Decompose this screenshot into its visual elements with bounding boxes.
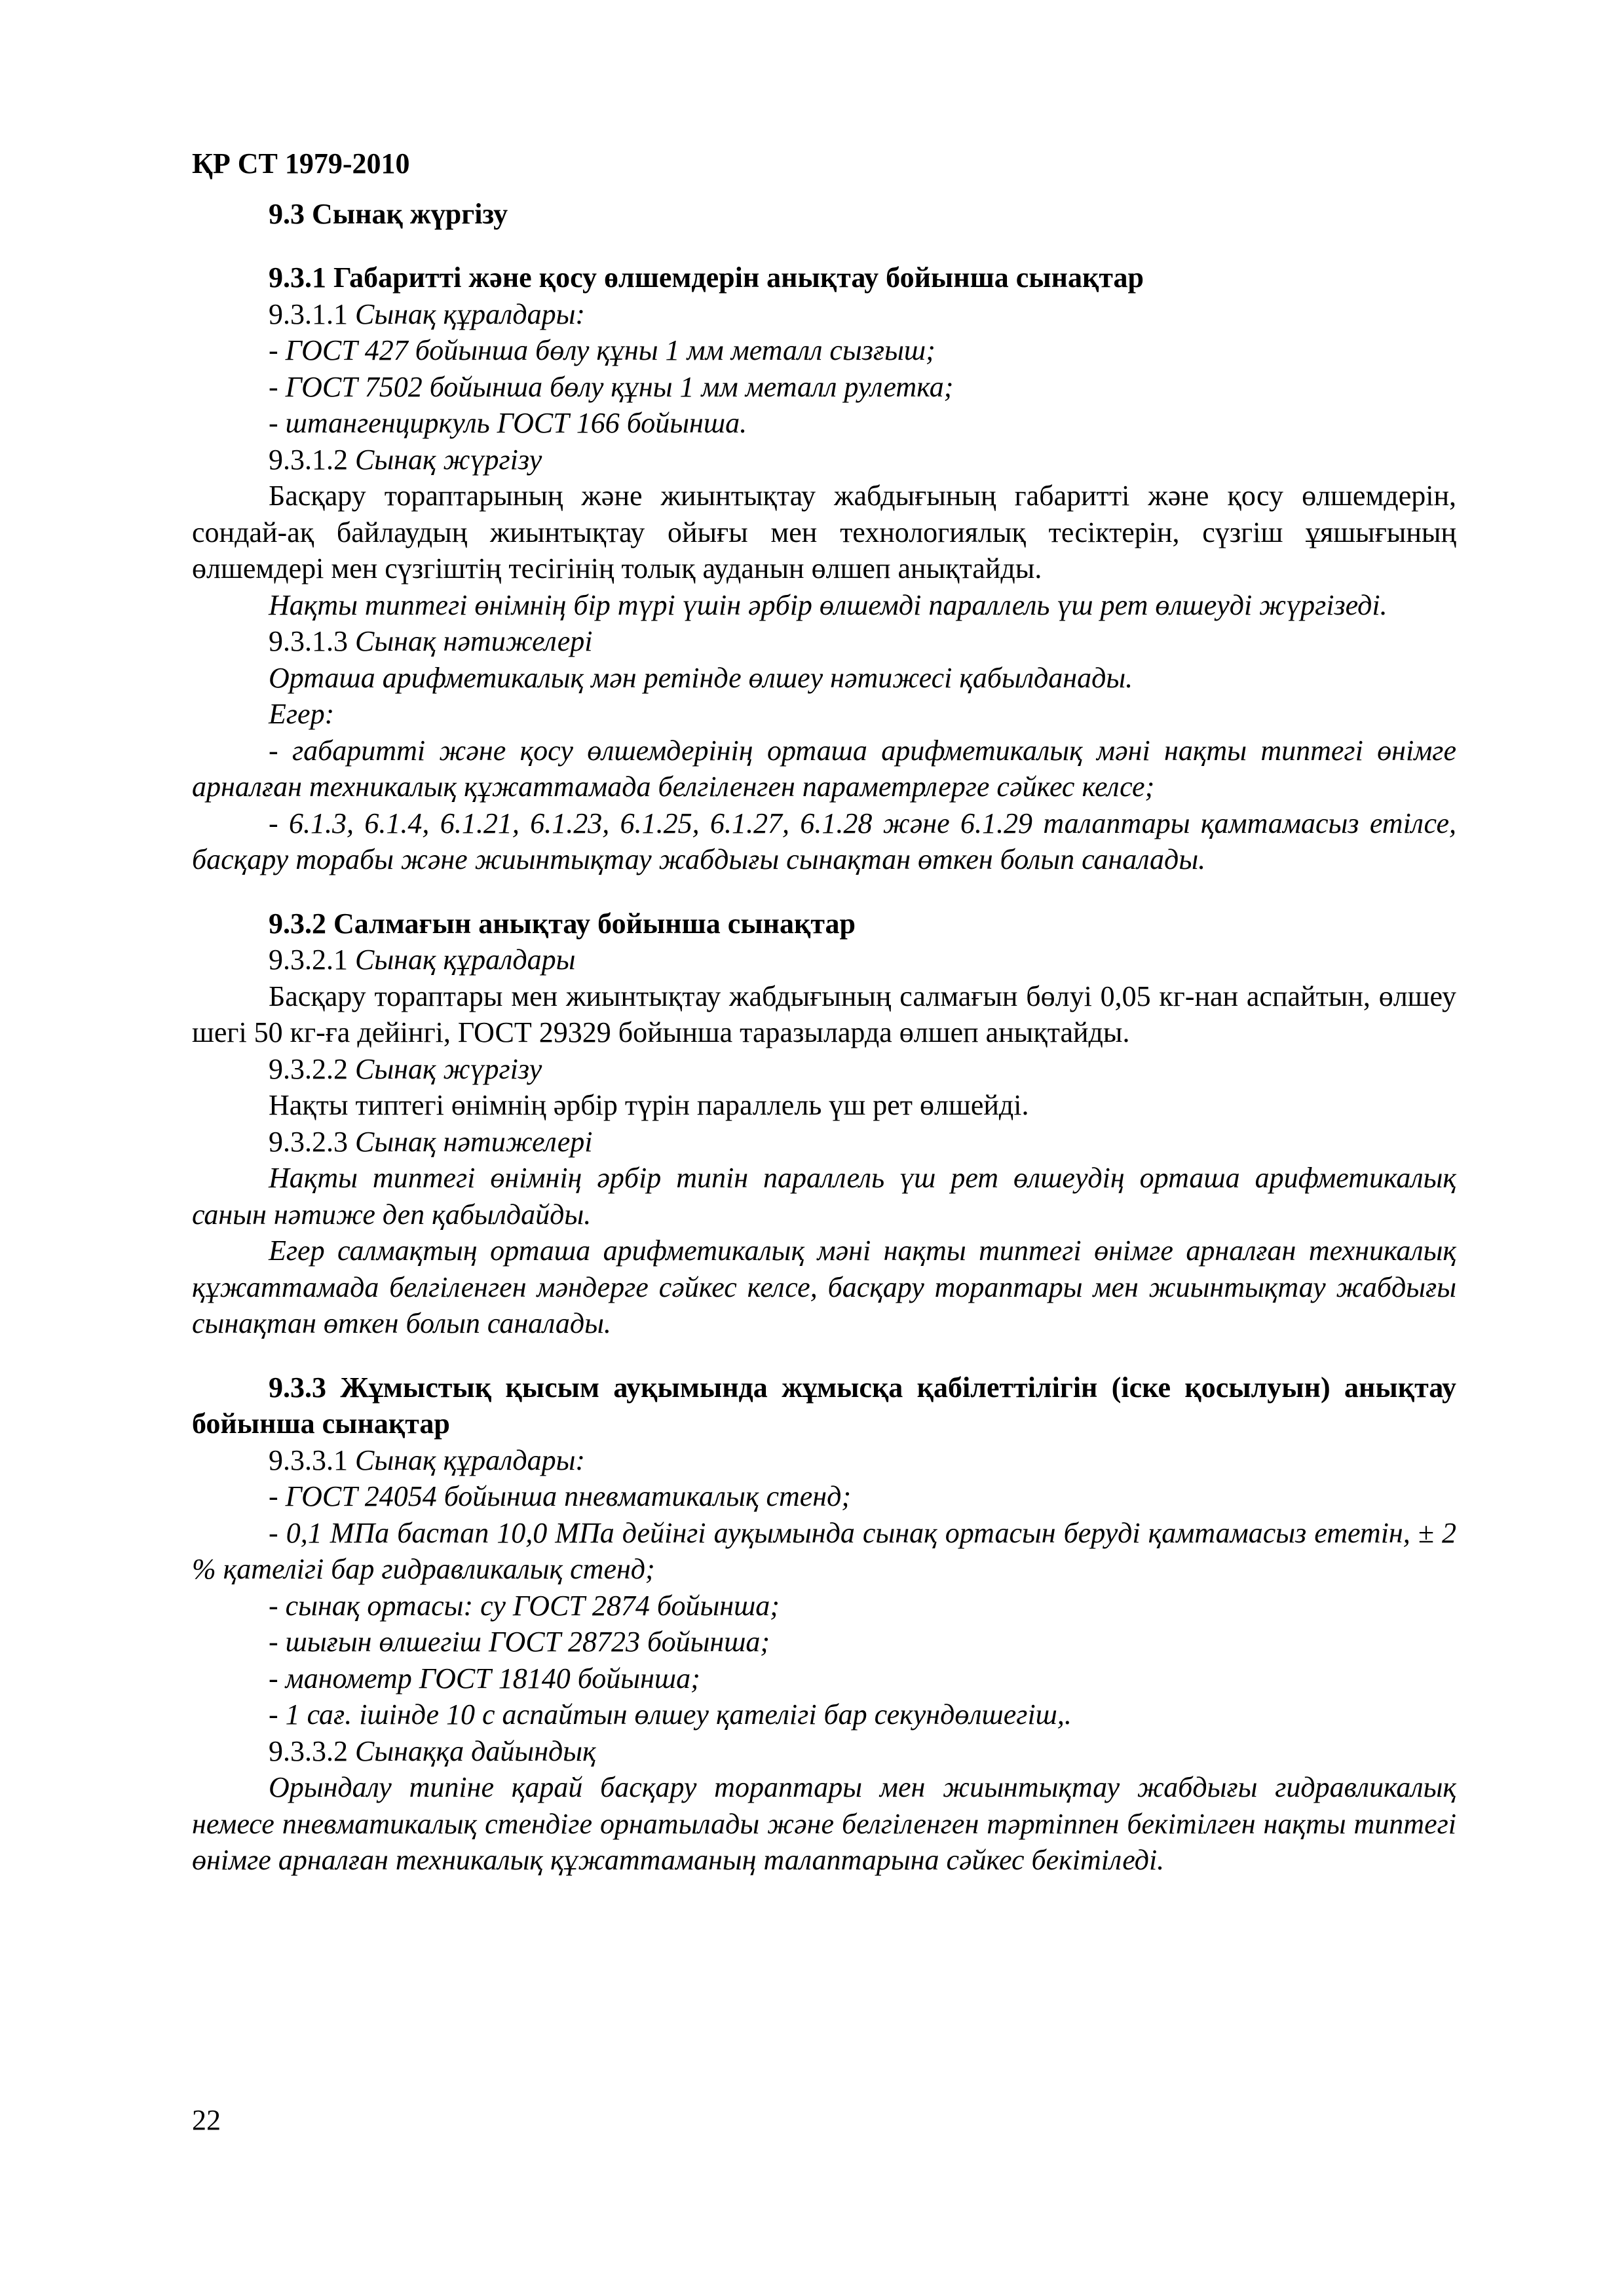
conduct-paragraph: Басқару тораптарының және жиынтықтау жабдығының габаритті және қосу өлшемдерін, сондай-ақ байлаудың жиынтықтау ойығы мен технологиялық тесіктерін, сүзгіш ұяшығының өлшемдері мен сүзгіштің тесігінің толық ауданын өлшеп анықтайды. bbox=[192, 480, 1456, 584]
conduct-paragraph: Нақты типтегі өнімнің әрбір түрін параллель үш рет өлшейді. bbox=[269, 1089, 1029, 1121]
condition-item: - 6.1.3, 6.1.4, 6.1.21, 6.1.23, 6.1.25, 6.1.27, 6.1.28 және 6.1.29 талаптары қамтамасыз етілсе, басқару торабы және жиынтықтау жабдығы сынақтан өткен болып саналады. bbox=[192, 807, 1456, 875]
tools-paragraph: Басқару тораптары мен жиынтықтау жабдығының салмағын бөлуі 0,05 кг-нан аспайтын, өлшеу шегі 50 кг-ға дейінгі, ГОСТ 29329 бойынша таразыларда өлшеп анықтайды. bbox=[192, 980, 1456, 1048]
heading-9-3-3: 9.3.3 Жұмыстық қысым ауқымында жұмысқа қабілеттілігін (іске қосылуын) анықтау бойынша сынақтар bbox=[192, 1371, 1456, 1440]
subheading-9-3-1-3: 9.3.1.3 Сынақ нәтижелері bbox=[269, 625, 593, 657]
tool-item: - манометр ГОСТ 18140 бойынша; bbox=[269, 1662, 700, 1694]
section-title: 9.3 Сынақ жүргізу bbox=[269, 197, 508, 230]
tool-item: - шығын өлшегіш ГОСТ 28723 бойынша; bbox=[269, 1626, 770, 1658]
tool-item: - сынақ ортасы: су ГОСТ 2874 бойынша; bbox=[269, 1589, 780, 1622]
results-paragraph: Нақты типтегі өнімнің әрбір типін параллель үш рет өлшеудің орташа арифметикалық санын нәтиже деп қабылдайды. bbox=[192, 1162, 1456, 1231]
subheading-9-3-2-3: 9.3.2.3 Сынақ нәтижелері bbox=[269, 1125, 593, 1158]
standard-code: ҚР СТ 1979-2010 bbox=[192, 147, 410, 180]
tool-item: - 1 сағ. ішінде 10 с аспайтын өлшеу қателігі бар секундөлшегіш,. bbox=[269, 1698, 1072, 1731]
preparation-paragraph: Орындалу типіне қарай басқару тораптары мен жиынтықтау жабдығы гидравликалық немесе пневматикалық стендіге орнатылады және белгіленген тәртіппен бекітілген нақты типтегі өнімге арналған техникалық құжаттаманың талаптарына сәйкес бекітіледі. bbox=[192, 1771, 1456, 1876]
conduct-note: Нақты типтегі өнімнің бір түрі үшін әрбір өлшемді параллель үш рет өлшеуді жүргізеді. bbox=[269, 588, 1388, 621]
tool-item: - ГОСТ 427 бойынша бөлу құны 1 мм металл сызғыш; bbox=[269, 334, 935, 366]
condition-item: - габаритті және қосу өлшемдерінің орташа арифметикалық мәні нақты типтегі өнімге арналған техникалық құжаттамада белгіленген параметрлерге сәйкес келсе; bbox=[192, 734, 1456, 803]
subheading-9-3-1-1: 9.3.1.1 Сынақ құралдары: bbox=[269, 297, 586, 330]
conclusion-paragraph: Егер салмақтың орташа арифметикалық мәні нақты типтегі өнімге арналған техникалық құжаттамада белгіленген мәндерге сәйкес келсе, басқару тораптары мен жиынтықтау жабдығы сынақтан өткен болып саналады. bbox=[192, 1234, 1456, 1339]
subheading-9-3-3-1: 9.3.3.1 Сынақ құралдары: bbox=[269, 1444, 586, 1476]
tool-item: - ГОСТ 24054 бойынша пневматикалық стенд; bbox=[269, 1480, 852, 1512]
if-label: Егер: bbox=[269, 698, 335, 730]
heading-9-3-1: 9.3.1 Габаритті және қосу өлшемдерін анықтау бойынша сынақтар bbox=[269, 261, 1144, 294]
tool-item: - штангенциркуль ГОСТ 166 бойынша. bbox=[269, 407, 747, 439]
subheading-9-3-2-1: 9.3.2.1 Сынақ құралдары bbox=[269, 944, 576, 976]
subheading-9-3-2-2: 9.3.2.2 Сынақ жүргізу bbox=[269, 1052, 542, 1085]
subheading-9-3-3-2: 9.3.3.2 Сынаққа дайындық bbox=[269, 1734, 596, 1767]
page-number: 22 bbox=[192, 2104, 221, 2136]
tool-item: - 0,1 МПа бастап 10,0 МПа дейінгі ауқымында сынақ ортасын беруді қамтамасыз ететін, ± 2 % қателігі бар гидравликалық стенд; bbox=[192, 1516, 1456, 1585]
heading-9-3-2: 9.3.2 Салмағын анықтау бойынша сынақтар bbox=[269, 907, 856, 940]
tool-item: - ГОСТ 7502 бойынша бөлу құны 1 мм металл рулетка; bbox=[269, 370, 954, 403]
document-page bbox=[192, 145, 1456, 1879]
results-paragraph: Орташа арифметикалық мән ретінде өлшеу нәтижесі қабылданады. bbox=[269, 661, 1133, 694]
subheading-9-3-1-2: 9.3.1.2 Сынақ жүргізу bbox=[269, 443, 542, 476]
